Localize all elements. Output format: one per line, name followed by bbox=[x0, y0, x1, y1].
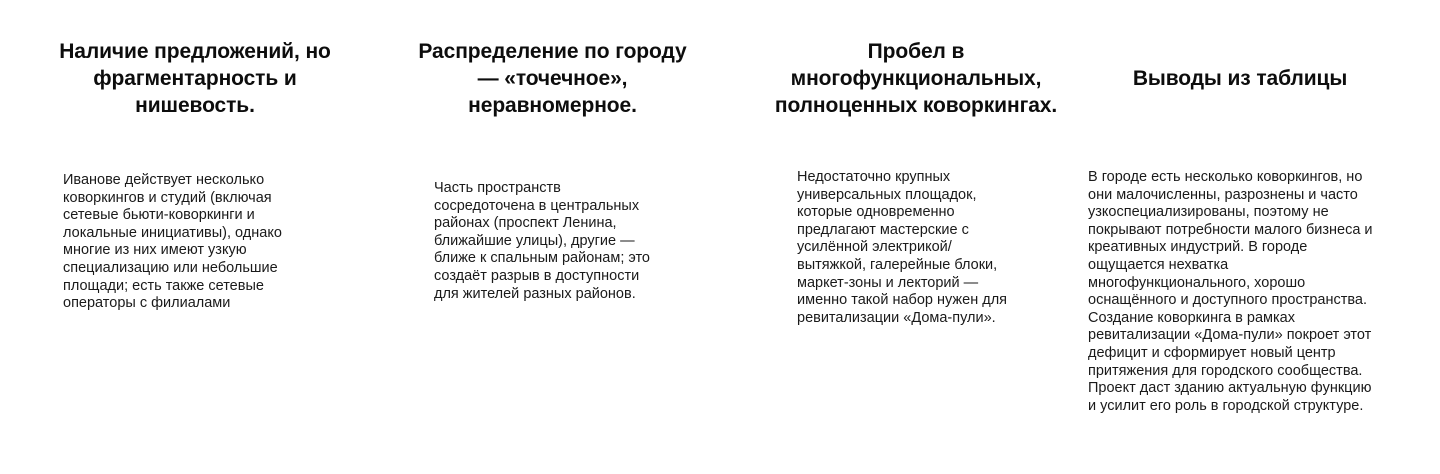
body-line: районах (проспект Ленина, bbox=[434, 215, 617, 232]
body-line: операторы с филиалами bbox=[63, 295, 231, 312]
heading-line: Распределение по городу bbox=[418, 40, 687, 63]
heading-line: полноценных коворкингах. bbox=[774, 94, 1058, 117]
body-line: ближайшие улицы), другие — bbox=[434, 232, 635, 249]
body-line: узкоспециализированы, поэтому не bbox=[1088, 204, 1329, 221]
body-line: сетевые бьюти-коворкинги и bbox=[63, 207, 255, 224]
body-line: для жителей разных районов. bbox=[434, 285, 636, 302]
column-2-heading bbox=[400, 38, 705, 119]
body-line: Часть пространств bbox=[434, 180, 561, 196]
body-line: креативных индустрий. В городе bbox=[1088, 239, 1308, 256]
body-line: создаёт разрыв в доступности bbox=[434, 267, 640, 284]
body-line: ощущается нехватка bbox=[1088, 256, 1229, 273]
body-line: В городе есть несколько коворкингов, но bbox=[1088, 169, 1363, 185]
body-line: именно такой набор нужен для bbox=[797, 292, 1008, 309]
column-1-heading bbox=[45, 38, 345, 119]
column-3-body bbox=[797, 169, 1007, 327]
body-line: многофункционального, хорошо bbox=[1088, 274, 1306, 291]
body-line: ближе к спальным районам; это bbox=[434, 250, 650, 267]
column-4-heading bbox=[1100, 65, 1380, 92]
body-line: маркет-зоны и лекторий — bbox=[797, 274, 979, 291]
column-3-heading bbox=[760, 38, 1072, 119]
body-line: локальные инициативы), однако bbox=[63, 224, 282, 241]
body-line: коворкингов и студий (включая bbox=[63, 189, 272, 206]
body-line: вытяжкой, галерейные блоки, bbox=[797, 256, 998, 273]
heading-line: Пробел в bbox=[867, 40, 965, 63]
body-line: ревитализации «Дома-пули» покроет этот bbox=[1088, 327, 1372, 344]
body-line: площади; есть также сетевые bbox=[63, 277, 264, 294]
body-line: усилённой электрикой/ bbox=[797, 239, 952, 256]
heading-line: — «точечное», bbox=[477, 67, 628, 90]
body-line: предлагают мастерские с bbox=[797, 221, 969, 238]
body-line: Недостаточно крупных bbox=[797, 169, 951, 185]
column-4-body bbox=[1088, 169, 1373, 415]
heading-line: неравномерное. bbox=[468, 94, 637, 117]
body-line: ревитализации «Дома-пули». bbox=[797, 309, 996, 326]
heading-line: фрагментарность и bbox=[93, 67, 297, 90]
body-line: сосредоточена в центральных bbox=[434, 197, 640, 214]
body-line: многие из них имеют узкую bbox=[63, 242, 247, 259]
body-line: оснащённого и доступного пространства. bbox=[1088, 292, 1367, 309]
body-line: которые одновременно bbox=[797, 204, 955, 221]
heading-line: Наличие предложений, но bbox=[59, 40, 331, 63]
body-line: Иванове действует несколько bbox=[63, 172, 265, 188]
heading-line: Выводы из таблицы bbox=[1132, 67, 1348, 90]
body-line: притяжения для городского сообщества. bbox=[1088, 362, 1363, 379]
body-line: Создание коворкинга в рамках bbox=[1088, 309, 1295, 326]
body-line: дефицит и сформирует новый центр bbox=[1088, 344, 1336, 361]
body-line: покрывают потребности малого бизнеса и bbox=[1088, 221, 1373, 238]
column-2-body bbox=[434, 180, 650, 303]
body-line: и усилит его роль в городской структуре. bbox=[1088, 397, 1364, 414]
body-line: Проект даст зданию актуальную функцию bbox=[1088, 380, 1372, 397]
body-line: универсальных площадок, bbox=[797, 186, 977, 203]
body-line: они малочисленны, разрознены и часто bbox=[1088, 186, 1358, 203]
body-line: специализацию или небольшие bbox=[63, 259, 278, 276]
heading-line: нишевость. bbox=[135, 94, 255, 117]
heading-line: многофункциональных, bbox=[790, 67, 1042, 90]
column-1-body bbox=[63, 172, 282, 313]
